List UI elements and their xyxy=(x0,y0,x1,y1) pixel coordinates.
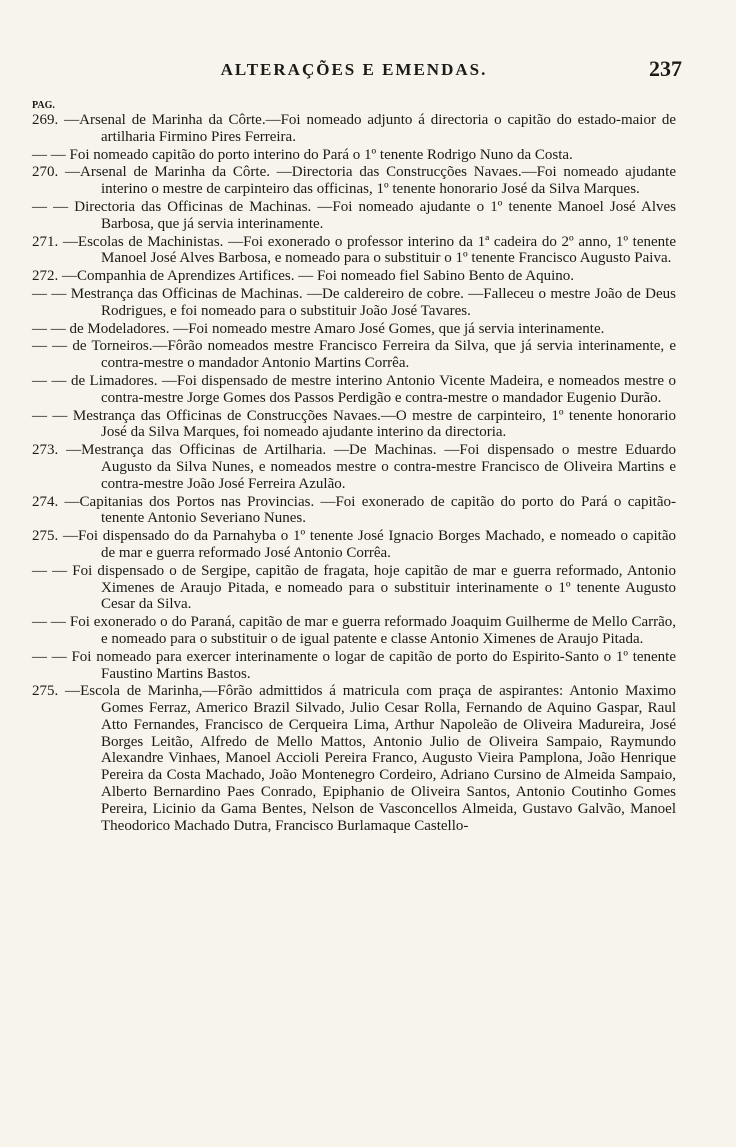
entry-prefix: — — xyxy=(32,648,72,665)
entry xyxy=(32,494,676,528)
entry-text: Foi nomeado capitão do porto interino do Pará o 1º tenente Rodrigo Nuno da Costa. xyxy=(69,146,573,163)
entry-text: Foi dispensado do da Parnahyba o 1º tenente José Ignacio Borges Machado, e nomeado o capitão de mar e guerra reformado José Antonio Corrêa. xyxy=(77,528,677,561)
entry-text: Mestrança das Officinas de Artilharia. —De Machinas. —Foi dispensado o mestre Eduardo Augusto da Silva Nunes, e nomeados mestre o contra-mestre Francisco de Oliveira Martins e contra-mestre João José Ferreira Azulão. xyxy=(81,442,676,492)
entry-prefix: 272. — xyxy=(32,268,77,285)
entry-text: Escola de Marinha,—Fôrão admittidos á matricula com praça de aspirantes: Antonio Maximo Gomes Ferraz, Americo Brazil Silvado, Julio Cesar Rolla, Fernando de Aquino Gaspar, Raul Atto Fernandes, Francisco de Cerqueira Lima, Arthur Napoleão de Oliveira Madureira, José Borges Leitão, Alfredo de Mello Mattos, Antonio Julio de Oliveira Sampaio, Raymundo Alexandre Vinhaes, Manoel Accioli Pereira Franco, Augusto Vieira Pamplona, João Henrique Pereira da Costa Machado, João Montenegro Cordeiro, Adriano Cursino de Almeida Sampaio, Alberto Bernardino Paes Conrado, Epiphanio de Oliveira Santos, Antonio Coutinho Gomes Pereira, Licinio da Gama Bentes, Nelson de Vasconcellos Almeida, Gustavo Galvão, Manoel Theodorico Machado Dutra, Francisco Burlamaque Castello- xyxy=(80,683,676,834)
entry-prefix: 269. — xyxy=(32,112,80,128)
entry xyxy=(32,442,676,492)
entry xyxy=(32,199,676,233)
entry xyxy=(32,614,676,648)
entry-text: Foi exonerado o do Paraná, capitão de mar e guerra reformado Joaquim Guilherme de Mello Carrão, e nomeado para o substituir o de igual patente e classe Antonio Ximenes de Araujo Pitada. xyxy=(69,614,677,647)
entry-text: de Torneiros.—Fôrão nomeados mestre Francisco Ferreira da Silva, que já servia interinamente, e contra-mestre o mandador Antonio Martins Corrêa. xyxy=(72,338,676,372)
entry-prefix: 275. — xyxy=(32,528,78,545)
entry xyxy=(32,286,676,320)
entry-prefix: — — xyxy=(32,285,71,302)
entry-prefix: — — xyxy=(32,372,71,389)
entry xyxy=(32,234,676,268)
entry-prefix: — — xyxy=(32,146,70,163)
entry-prefix: — — xyxy=(32,562,73,579)
entry xyxy=(32,408,676,442)
entry-prefix: — — xyxy=(32,320,70,337)
entry-text: Companhia de Aprendizes Artifices. — Foi nomeado fiel Sabino Bento de Aquino. xyxy=(77,268,574,285)
entry xyxy=(32,563,676,613)
entry-prefix: — — xyxy=(32,338,73,355)
entry-prefix: — — xyxy=(32,198,75,215)
entry-text: Foi nomeado para exercer interinamente o logar de capitão de porto do Espirito-Santo o 1º tenente Faustino Martins Bastos. xyxy=(71,648,677,682)
entry-text: Mestrança das Officinas de Construcções Navaes.—O mestre de carpinteiro, 1º tenente honorario José da Silva Marques, foi nomeado ajudante interino da directoria. xyxy=(72,407,676,441)
document-page xyxy=(32,56,682,835)
entry xyxy=(32,147,676,164)
page-title: ALTERAÇÕES E EMENDAS. xyxy=(220,60,488,79)
entry-prefix: 270. — xyxy=(32,164,81,181)
entry-text: Arsenal de Marinha da Côrte.—Foi nomeado adjunto á directoria o capitão do estado-maior de artilharia Firmino Pires Ferreira. xyxy=(79,112,677,145)
entry xyxy=(32,649,676,683)
entry-text: Capitanias dos Portos nas Provincias. —Foi exonerado de capitão do porto do Pará o capitão-tenente Antonio Severiano Nunes. xyxy=(79,493,676,527)
entry xyxy=(32,373,676,407)
entry xyxy=(32,112,676,146)
entry-prefix: 273. — xyxy=(32,442,82,459)
entry-prefix: — — xyxy=(32,407,73,424)
entry-text: Directoria das Officinas de Machinas. —Foi nomeado ajudante o 1º tenente Manoel José Alves Barbosa, que já servia interinamente. xyxy=(74,198,676,232)
entry xyxy=(32,338,676,372)
entry xyxy=(32,321,676,338)
entry xyxy=(32,683,676,834)
pag-column-label: PAG. xyxy=(32,100,55,111)
entry-prefix: 271. — xyxy=(32,233,78,250)
page-number: 237 xyxy=(649,56,682,81)
entry-text: Mestrança das Officinas de Machinas. —De caldereiro de cobre. —Falleceu o mestre João de Deus Rodrigues, e foi nomeado para o substituir João José Tavares. xyxy=(70,285,676,319)
entry-prefix: — — xyxy=(32,614,70,631)
entry-text: Foi dispensado o de Sergipe, capitão de fragata, hoje capitão de mar e guerra reformado, Antonio Ximenes de Araujo Pitada, e nomeado para o substituir interinamente o 1º tenente Augusto Cesar da Silva. xyxy=(72,562,676,613)
entry-prefix: 275. — xyxy=(32,683,81,700)
entry-text: Arsenal de Marinha da Côrte. —Directoria das Construcções Navaes.—Foi nomeado ajudante interino o mestre de carpinteiro das officinas, 1º tenente honorario José da Silva Marques. xyxy=(80,164,676,198)
entry-text: de Modeladores. —Foi nomeado mestre Amaro José Gomes, que já servia interinamente. xyxy=(69,320,605,337)
entry-text: Escolas de Machinistas. —Foi exonerado o professor interino da 1ª cadeira do 2º anno, 1º tenente Manoel José Alves Barbosa, e nomeado para o substituir o 1º tenente Francisco Augusto Paiva. xyxy=(77,233,676,267)
entry xyxy=(32,164,676,198)
entry xyxy=(32,528,676,562)
entries-list xyxy=(32,112,676,834)
entry xyxy=(32,268,676,285)
entry-text: de Limadores. —Foi dispensado de mestre interino Antonio Vicente Madeira, e nomeados mestre o contra-mestre Jorge Gomes dos Passos Perdigão e contra-mestre o mandador Eugenio Durão. xyxy=(70,372,676,406)
entry-prefix: 274. — xyxy=(32,493,80,510)
page-header xyxy=(32,56,682,90)
